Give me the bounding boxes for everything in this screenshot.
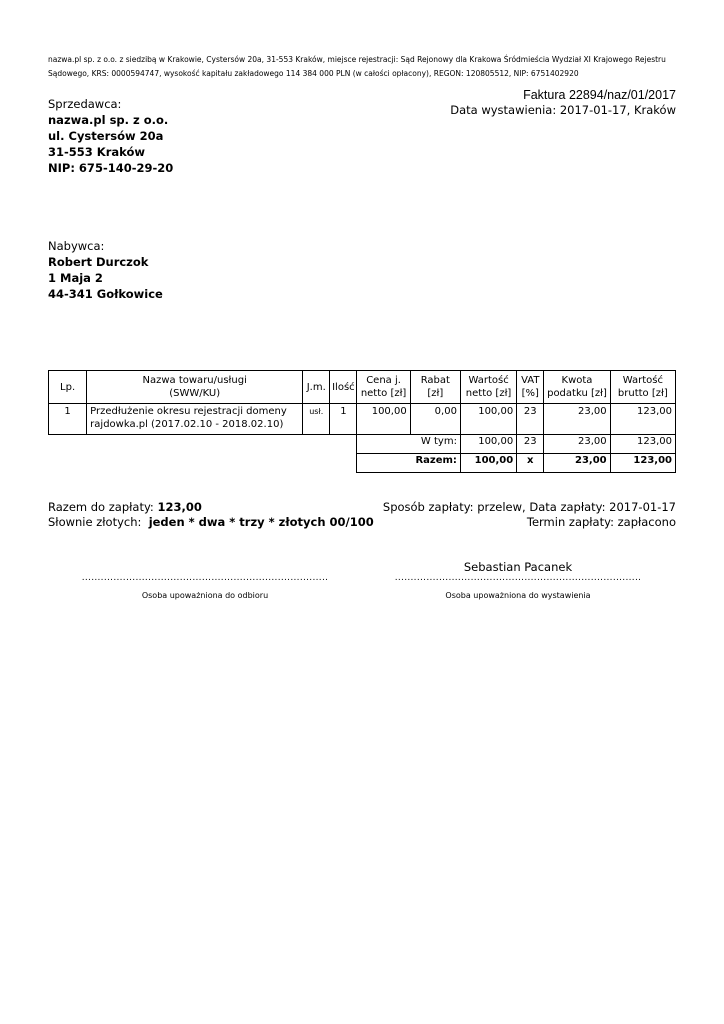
- cell-vat: 23: [517, 404, 544, 435]
- issue-date: Data wystawienia: 2017-01-17, Kraków: [450, 103, 676, 117]
- total-row: [49, 454, 676, 473]
- subtotal-gross: 123,00: [610, 435, 675, 454]
- col-header-gross: Wartość brutto [zł]: [610, 371, 675, 404]
- payment-deadline: Termin zapłaty: zapłacono: [526, 515, 676, 529]
- payment-summary: [48, 500, 374, 530]
- buyer-name: Robert Durczok: [48, 255, 149, 269]
- cell-item-name: Przedłużenie okresu rejestracji domeny rajdowka.pl (2017.02.10 - 2018.02.10): [87, 404, 303, 435]
- items-table: [48, 370, 676, 473]
- seller-nip: NIP: 675-140-29-20: [48, 161, 174, 175]
- table-header-row: [49, 371, 676, 404]
- cell-price: 100,00: [357, 404, 410, 435]
- buyer-street: 1 Maja 2: [48, 271, 103, 285]
- blank-cell: [49, 454, 357, 473]
- cell-tax: 23,00: [544, 404, 610, 435]
- subtotal-label: W tym:: [357, 435, 460, 454]
- seller-label: Sprzedawca:: [48, 97, 122, 111]
- company-registration-note: nazwa.pl sp. z o.o. z siedzibą w Krakowie, Cystersów 20a, 31-553 Kraków, miejsce rejestracji: Sąd Rejonowy dla Krakowa Śródmieścia Wydział XI Krajowego Rejestru Sądowego, KRS: 0000594747, wysokość kapitału zakładowego 114 384 000 PLN (w całości opłacony), REGON: 120805512, NIP: 6751402920: [48, 55, 666, 78]
- total-label: Razem:: [357, 454, 460, 473]
- col-header-unit: J.m.: [303, 371, 330, 404]
- col-header-qty: Ilość: [330, 371, 357, 404]
- cell-qty: 1: [330, 404, 357, 435]
- total-gross: 123,00: [610, 454, 675, 473]
- cell-net: 100,00: [460, 404, 516, 435]
- seller-name: nazwa.pl sp. z o.o.: [48, 113, 169, 127]
- subtotal-net: 100,00: [460, 435, 516, 454]
- total-tax: 23,00: [544, 454, 610, 473]
- receiver-signature-line: ..............................................................................: [81, 573, 329, 583]
- receiver-signature-label: Osoba upoważniona do odbioru: [141, 591, 269, 600]
- col-header-price: Cena j. netto [zł]: [357, 371, 410, 404]
- blank-cell: [49, 435, 357, 454]
- issuer-signature-label: Osoba upoważniona do wystawienia: [445, 591, 591, 600]
- subtotal-vat: 23: [517, 435, 544, 454]
- col-header-vat: VAT [%]: [517, 371, 544, 404]
- seller-street: ul. Cystersów 20a: [48, 129, 164, 143]
- seller-city: 31-553 Kraków: [48, 145, 145, 159]
- cell-discount: 0,00: [410, 404, 460, 435]
- total-vat: x: [517, 454, 544, 473]
- issuer-signature-line: ..............................................................................: [394, 573, 642, 583]
- amount-due: Razem do zapłaty: 123,00: [48, 500, 202, 514]
- buyer-block: [48, 238, 163, 302]
- col-header-name: Nazwa towaru/usługi (SWW/KU): [87, 371, 303, 404]
- amount-in-words: Słownie złotych: jeden * dwa * trzy * złotych 00/100: [48, 515, 374, 529]
- payment-method: Sposób zapłaty: przelew, Data zapłaty: 2017-01-17: [382, 500, 676, 514]
- total-net: 100,00: [460, 454, 516, 473]
- table-row: [49, 404, 676, 435]
- col-header-discount: Rabat [zł]: [410, 371, 460, 404]
- buyer-label: Nabywca:: [48, 239, 105, 253]
- col-header-net: Wartość netto [zł]: [460, 371, 516, 404]
- cell-unit: usł.: [303, 404, 330, 435]
- issuer-name: Sebastian Pacanek: [463, 560, 573, 574]
- invoice-number: Faktura 22894/naz/01/2017: [523, 88, 676, 102]
- seller-block: [48, 96, 173, 176]
- col-header-lp: Lp.: [49, 371, 87, 404]
- cell-gross: 123,00: [610, 404, 675, 435]
- payment-details: [383, 500, 676, 530]
- cell-lp: 1: [49, 404, 87, 435]
- subtotal-tax: 23,00: [544, 435, 610, 454]
- buyer-city: 44-341 Gołkowice: [48, 287, 163, 301]
- subtotal-row: [49, 435, 676, 454]
- col-header-tax: Kwota podatku [zł]: [544, 371, 610, 404]
